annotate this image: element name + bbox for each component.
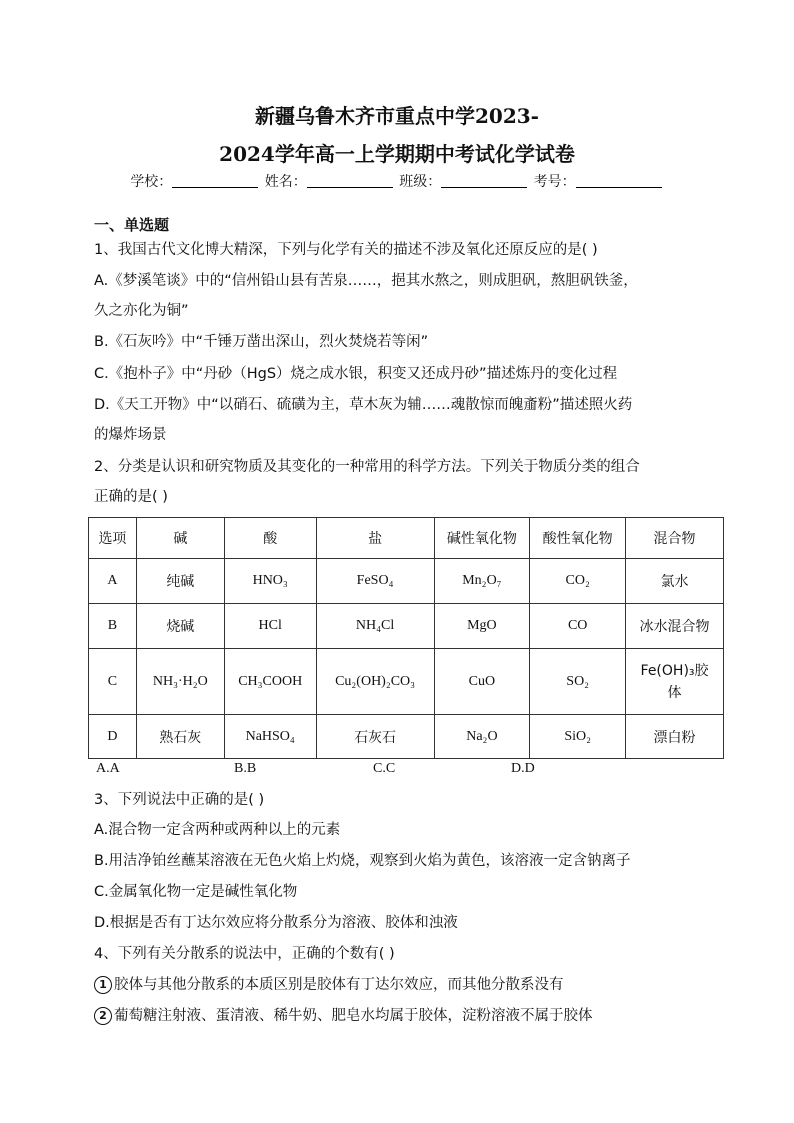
table-cell: Fe(OH)₃胶体 bbox=[626, 649, 724, 715]
q3-option-b: B.用洁净铂丝蘸某溶液在无色火焰上灼烧，观察到火焰为黄色，该溶液一定含钠离子 bbox=[94, 853, 631, 869]
table-cell: SiO₂ bbox=[530, 715, 626, 759]
table-cell: SO₂ bbox=[530, 649, 626, 715]
table-cell: 冰水混合物 bbox=[626, 604, 724, 649]
table-cell: CH₃COOH bbox=[224, 649, 316, 715]
table-cell: 烧碱 bbox=[136, 604, 224, 649]
q3-option-c: C.金属氧化物一定是碱性氧化物 bbox=[94, 884, 298, 900]
q2-answer-a: A.A bbox=[96, 761, 120, 776]
student-info bbox=[0, 171, 794, 191]
table-cell: 纯碱 bbox=[136, 559, 224, 604]
table-cell: D bbox=[89, 715, 137, 759]
table-header: 选项 bbox=[89, 518, 137, 559]
table-cell: B bbox=[89, 604, 137, 649]
q2-answer-c: C.C bbox=[373, 761, 396, 776]
q3-stem: 3、下列说法中正确的是( ) bbox=[94, 792, 265, 808]
section-heading: 一、单选题 bbox=[94, 216, 170, 234]
table-header: 酸 bbox=[224, 518, 316, 559]
q2-answer-b: B.B bbox=[234, 761, 257, 776]
q3-option-a: A.混合物一定含两种或两种以上的元素 bbox=[94, 822, 341, 838]
name-label: 姓名： bbox=[264, 174, 307, 190]
table-header: 碱 bbox=[136, 518, 224, 559]
table-cell: 石灰石 bbox=[316, 715, 434, 759]
table-header-row bbox=[89, 518, 724, 559]
q1-option-a-line1: A.《梦溪笔谈》中的“信州铅山县有苦泉……，挹其水熬之，则成胆矾，熬胆矾铁釜， bbox=[94, 273, 638, 289]
table-row bbox=[89, 715, 724, 759]
q2-answer-d: D.D bbox=[511, 761, 535, 776]
table-cell: A bbox=[89, 559, 137, 604]
q1-option-c: C.《抱朴子》中“丹砂（HgS）烧之成水银，积变又还成丹砂”描述炼丹的变化过程 bbox=[94, 366, 618, 382]
table-cell: 熟石灰 bbox=[136, 715, 224, 759]
exam-number-label: 考号： bbox=[533, 174, 576, 190]
table-cell: FeSO₄ bbox=[316, 559, 434, 604]
table-cell: NaHSO₄ bbox=[224, 715, 316, 759]
q2-stem-line1: 2、分类是认识和研究物质及其变化的一种常用的科学方法。下列关于物质分类的组合 bbox=[94, 459, 640, 475]
table-header: 碱性氧化物 bbox=[434, 518, 530, 559]
q4-item-1 bbox=[94, 975, 564, 995]
name-field[interactable] bbox=[307, 173, 393, 188]
q1-option-a-line2: 久之亦化为铜” bbox=[94, 303, 189, 319]
table-cell: NH₄Cl bbox=[316, 604, 434, 649]
q4-item-2 bbox=[94, 1006, 593, 1026]
classification-table bbox=[88, 517, 724, 759]
table-cell: CuO bbox=[434, 649, 530, 715]
exam-title-line1: 新疆乌鲁木齐市重点中学2023- bbox=[255, 104, 539, 128]
table-cell: 漂白粉 bbox=[626, 715, 724, 759]
circled-number-2-icon: 2 bbox=[94, 1007, 112, 1025]
class-label: 班级： bbox=[399, 174, 442, 190]
table-cell: Mn₂O₇ bbox=[434, 559, 530, 604]
table-row bbox=[89, 559, 724, 604]
school-label: 学校： bbox=[130, 174, 173, 190]
table-cell: HCl bbox=[224, 604, 316, 649]
table-cell: MgO bbox=[434, 604, 530, 649]
q2-stem-line2: 正确的是( ) bbox=[94, 489, 168, 505]
q1-option-b: B.《石灰吟》中“千锤万凿出深山，烈火焚烧若等闲” bbox=[94, 334, 429, 350]
table-cell: CO bbox=[530, 604, 626, 649]
q4-item-1-text: 胶体与其他分散系的本质区别是胶体有丁达尔效应，而其他分散系没有 bbox=[114, 977, 564, 993]
q1-stem: 1、我国古代文化博大精深，下列与化学有关的描述不涉及氧化还原反应的是( ) bbox=[94, 242, 598, 258]
table-cell: C bbox=[89, 649, 137, 715]
q1-option-d-line1: D.《天工开物》中“以硝石、硫磺为主，草木灰为辅……魂散惊而魄齑粉”描述照火药 bbox=[94, 397, 633, 413]
q4-item-2-text: 葡萄糖注射液、蛋清液、稀牛奶、肥皂水均属于胶体，淀粉溶液不属于胶体 bbox=[114, 1008, 593, 1024]
table-cell: Na₂O bbox=[434, 715, 530, 759]
class-field[interactable] bbox=[441, 173, 527, 188]
table-cell: Cu₂(OH)₂CO₃ bbox=[316, 649, 434, 715]
exam-title-line2: 2024学年高一上学期期中考试化学试卷 bbox=[219, 142, 575, 166]
table-cell: CO₂ bbox=[530, 559, 626, 604]
q3-option-d: D.根据是否有丁达尔效应将分散系分为溶液、胶体和浊液 bbox=[94, 915, 458, 931]
table-header: 盐 bbox=[316, 518, 434, 559]
table-cell: 氯水 bbox=[626, 559, 724, 604]
table-header: 混合物 bbox=[626, 518, 724, 559]
q4-stem: 4、下列有关分散系的说法中，正确的个数有( ) bbox=[94, 946, 395, 962]
exam-number-field[interactable] bbox=[576, 173, 662, 188]
table-cell: HNO₃ bbox=[224, 559, 316, 604]
table-row bbox=[89, 649, 724, 715]
circled-number-1-icon: 1 bbox=[94, 976, 112, 994]
q1-option-d-line2: 的爆炸场景 bbox=[94, 427, 167, 443]
table-cell: NH₃·H₂O bbox=[136, 649, 224, 715]
school-field[interactable] bbox=[172, 173, 258, 188]
table-header: 酸性氧化物 bbox=[530, 518, 626, 559]
table-row bbox=[89, 604, 724, 649]
